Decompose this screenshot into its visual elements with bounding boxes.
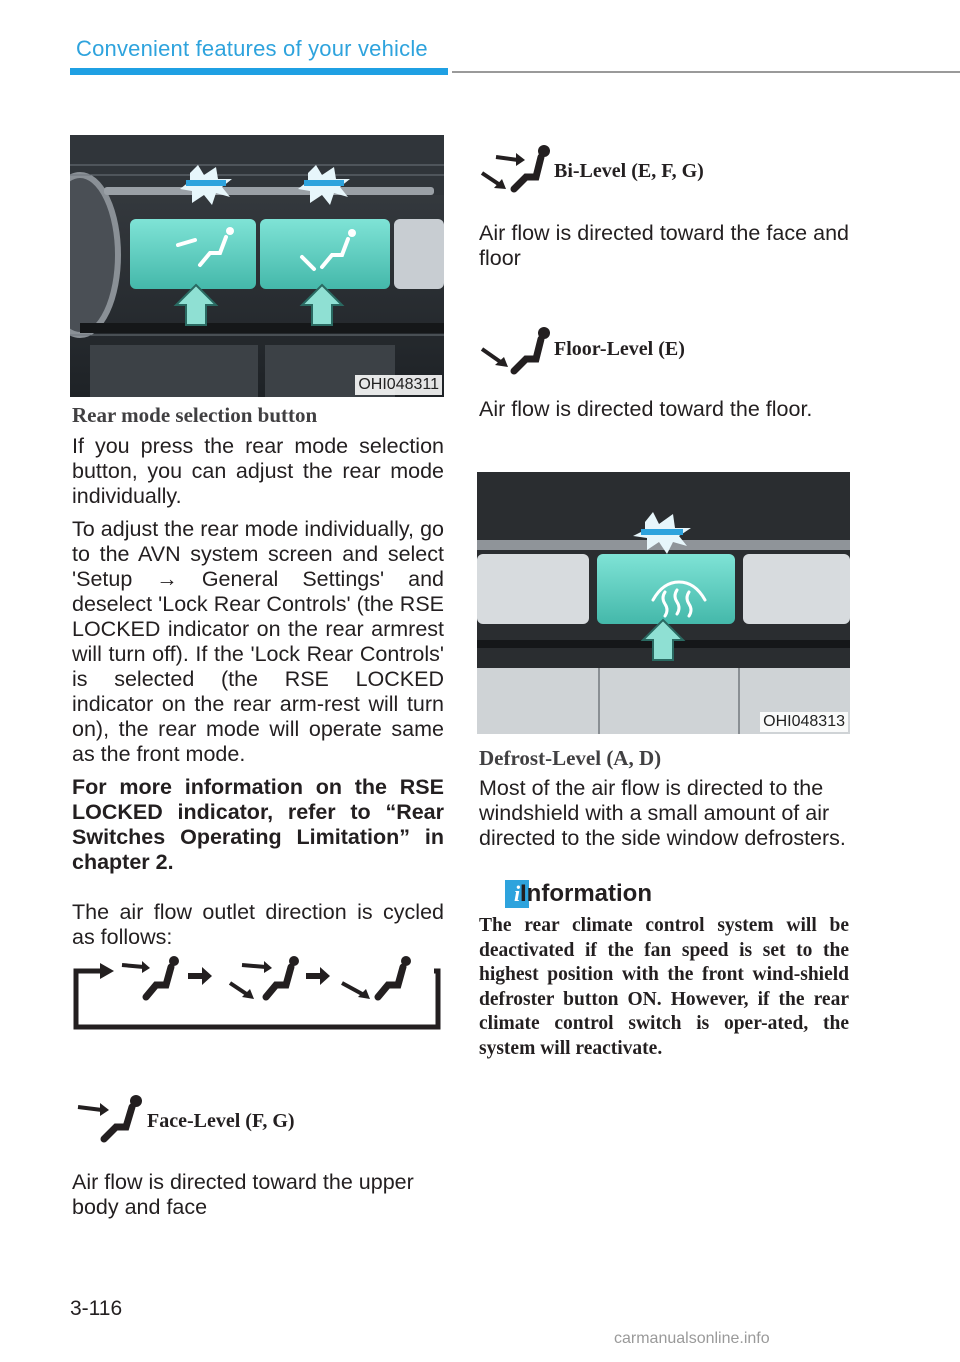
floor-level-description: Air flow is directed toward the floor. bbox=[479, 397, 813, 421]
paragraph: To adjust the rear mode individually, go to the AVN system screen and select 'Setup → General Settings' and deselect 'Lock Rear Controls' (the RSE LOCKED indicator on the rear armrest will turn off). If the 'Lock Rear Controls' is selected (the RSE LOCKED indicator on the rear arm-rest will turn on), the rear mode will operate same as the front mode. bbox=[72, 517, 444, 766]
figure-caption: OHI048313 bbox=[760, 712, 848, 732]
face-level-label: Face-Level (F, G) bbox=[147, 1110, 295, 1132]
paragraph-note: For more information on the RSE LOCKED indicator, refer to “Rear Switches Operating Limitation” in chapter 2. bbox=[72, 775, 444, 874]
cycle-intro: The air flow outlet direction is cycled as follows: bbox=[72, 900, 444, 949]
airflow-cycle-diagram bbox=[70, 955, 444, 1033]
face-level-description: Air flow is directed toward the upper body and face bbox=[72, 1170, 414, 1219]
header-accent-bar bbox=[70, 68, 448, 75]
bi-level-icon bbox=[480, 143, 550, 195]
header-rule bbox=[452, 71, 960, 73]
rear-mode-buttons-photo bbox=[70, 135, 444, 397]
bilevel-mode-icon bbox=[230, 956, 299, 999]
face-mode-icon bbox=[122, 956, 179, 997]
face-level-icon bbox=[74, 1093, 144, 1145]
arrow-icon bbox=[306, 967, 330, 985]
defrost-level-heading: Defrost-Level (A, D) bbox=[479, 746, 662, 770]
paragraph: If you press the rear mode selection button, you can adjust the rear mode individually. bbox=[72, 434, 444, 508]
site-watermark: carmanualsonline.info bbox=[614, 1330, 770, 1347]
information-text: The rear climate control system will be deactivated if the fan speed is set to the highest position with the front wind-shield defroster button ON. However, if the rear climate control switch is oper-ated, the system will reactivate. bbox=[479, 915, 849, 1059]
information-heading: Information bbox=[520, 880, 652, 907]
defrost-button-photo bbox=[477, 472, 850, 734]
floor-level-icon bbox=[480, 325, 550, 377]
floor-level-label: Floor-Level (E) bbox=[554, 338, 685, 360]
rear-mode-description bbox=[72, 434, 444, 875]
defrost-level-description: Most of the air flow is directed to the windshield with a small amount of air directed to the side window defrosters. bbox=[479, 776, 846, 850]
bi-level-description: Air flow is directed toward the face and floor bbox=[479, 221, 849, 270]
defrost-illustration bbox=[477, 472, 850, 734]
figure-caption: OHI048311 bbox=[355, 375, 442, 395]
bi-level-label: Bi-Level (E, F, G) bbox=[554, 160, 704, 182]
rear-buttons-illustration bbox=[70, 135, 444, 397]
rear-mode-heading: Rear mode selection button bbox=[72, 403, 318, 427]
floor-mode-icon bbox=[342, 956, 411, 999]
section-title: Convenient features of your vehicle bbox=[76, 36, 428, 61]
page-number: 3-116 bbox=[70, 1297, 123, 1320]
arrow-icon bbox=[188, 967, 212, 985]
info-icon: i bbox=[505, 880, 529, 908]
